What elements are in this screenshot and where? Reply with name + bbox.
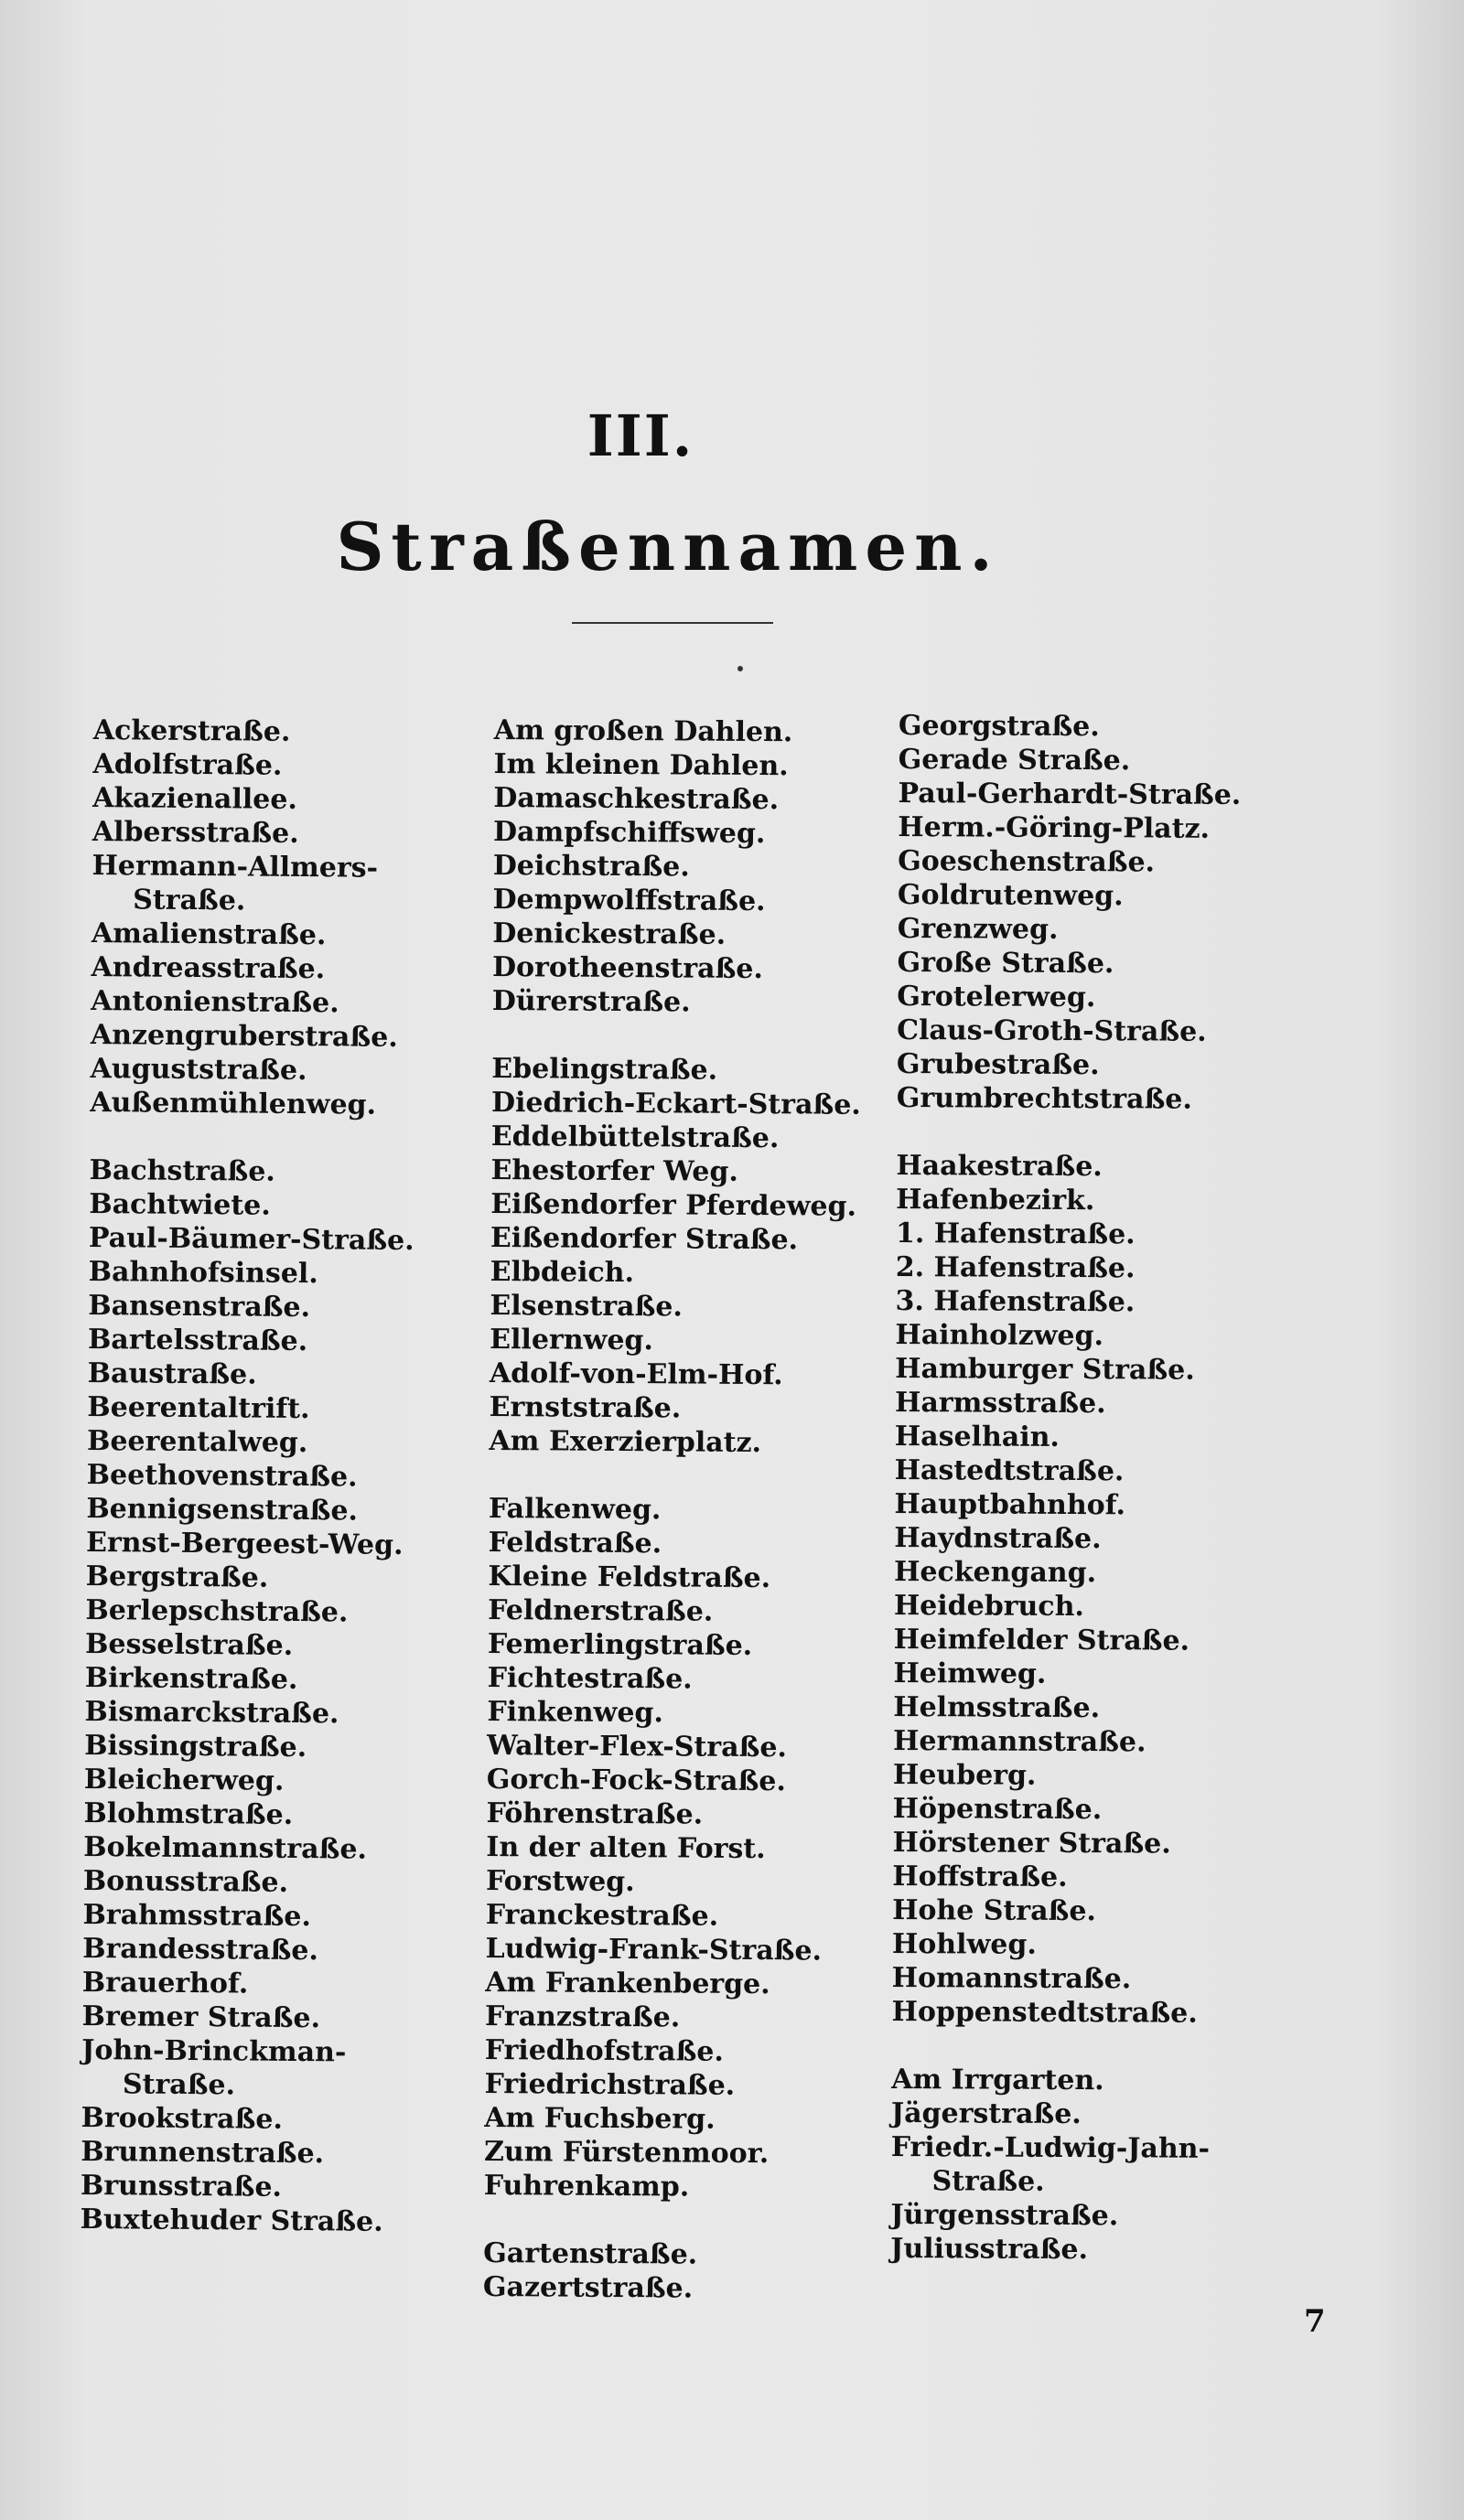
street-entry: Im kleinen Dahlen. bbox=[493, 747, 789, 783]
street-entry: Hoffstraße. bbox=[892, 1860, 1068, 1893]
street-entry: Bansenstraße. bbox=[88, 1289, 311, 1324]
street-entry: Dempwolffstraße. bbox=[492, 883, 766, 918]
street-entry: Große Straße. bbox=[897, 946, 1114, 981]
street-entry: Friedhofstraße. bbox=[484, 2033, 725, 2068]
street-entry: Gartenstraße. bbox=[483, 2236, 698, 2271]
street-entry: Grumbrechtstraße. bbox=[896, 1081, 1192, 1116]
street-entry: Akazienallee. bbox=[92, 781, 298, 816]
street-entry: Damaschkestraße. bbox=[493, 781, 780, 817]
street-entry: Hörstener Straße. bbox=[892, 1826, 1171, 1861]
street-entry: Harmsstraße. bbox=[894, 1386, 1106, 1421]
letter-group bbox=[90, 713, 419, 1122]
street-entry: Grotelerweg. bbox=[897, 980, 1096, 1014]
letter-group bbox=[890, 2063, 1234, 2268]
street-entry: Brunsstraße. bbox=[80, 2169, 283, 2204]
letter-group bbox=[80, 1153, 414, 2239]
street-entry: Anzengruberstraße. bbox=[90, 1018, 398, 1054]
street-entry: Bonusstraße. bbox=[82, 1864, 289, 1899]
street-entry: Haselhain. bbox=[894, 1420, 1060, 1453]
street-entry: Helmsstraße. bbox=[893, 1690, 1101, 1725]
street-entry: Beerentaltrift. bbox=[87, 1390, 310, 1426]
street-entry: Finkenweg. bbox=[487, 1695, 664, 1730]
street-entry: Albersstraße. bbox=[92, 815, 299, 850]
street-entry: Ludwig-Frank-Straße. bbox=[485, 1932, 823, 1968]
street-entry: Friedrichstraße. bbox=[484, 2067, 736, 2102]
title-divider bbox=[572, 622, 773, 624]
street-entry: Besselstraße. bbox=[84, 1627, 294, 1662]
street-entry: Grubestraße. bbox=[896, 1047, 1100, 1082]
street-entry: Berlepschstraße. bbox=[85, 1593, 349, 1629]
street-entry: Birkenstraße. bbox=[84, 1661, 298, 1696]
street-entry: John-Brinckman- bbox=[81, 2033, 347, 2069]
street-entry: Heidebruch. bbox=[893, 1589, 1084, 1624]
street-entry: Blohmstraße. bbox=[83, 1796, 294, 1831]
street-entry: Ellernweg. bbox=[490, 1323, 654, 1357]
street-entry: Franzstraße. bbox=[484, 2000, 681, 2034]
street-entry: Am Fuchsberg. bbox=[484, 2101, 716, 2136]
street-entry: Straße. bbox=[133, 884, 246, 917]
street-entry: Dampfschiffsweg. bbox=[492, 815, 766, 851]
street-entry: Brahmsstraße. bbox=[82, 1898, 312, 1934]
street-entry: Bleicherweg. bbox=[83, 1763, 285, 1797]
letter-group bbox=[489, 1052, 861, 1461]
street-entry: Andreasstraße. bbox=[91, 950, 326, 986]
street-entry: Bahnhofsinsel. bbox=[88, 1255, 318, 1291]
street-entry: Adolf-von-Elm-Hof. bbox=[489, 1357, 783, 1392]
street-entry: Hoppenstedtstraße. bbox=[891, 1995, 1198, 2030]
letter-group bbox=[483, 2236, 853, 2307]
street-entry: Ernststraße. bbox=[489, 1390, 682, 1425]
street-entry: Ackerstraße. bbox=[92, 713, 291, 748]
section-title: Straßennamen. bbox=[336, 508, 1000, 585]
street-entry: Hohe Straße. bbox=[892, 1893, 1097, 1928]
street-entry: Paul-Gerhardt-Straße. bbox=[898, 777, 1242, 811]
street-entry: Straße. bbox=[931, 2165, 1045, 2198]
street-entry: Ehestorfer Weg. bbox=[490, 1153, 738, 1188]
street-entry: Adolfstraße. bbox=[92, 747, 283, 782]
street-entry: Bennigsenstraße. bbox=[86, 1492, 359, 1528]
street-entry: Georgstraße. bbox=[898, 710, 1100, 744]
street-entry: Feldstraße. bbox=[488, 1526, 662, 1560]
street-entry: Bachstraße. bbox=[89, 1153, 275, 1188]
street-entry: Diedrich-Eckart-Straße. bbox=[490, 1086, 861, 1121]
street-entry: Ernst-Bergeest-Weg. bbox=[85, 1526, 404, 1561]
street-entry: Homannstraße. bbox=[891, 1961, 1132, 1996]
street-entry: Beerentalweg. bbox=[86, 1424, 308, 1460]
street-entry: Claus-Groth-Straße. bbox=[897, 1013, 1207, 1048]
street-entry: Amalienstraße. bbox=[91, 917, 327, 952]
street-column-3 bbox=[890, 709, 1242, 2268]
street-entry: Eddelbüttelstraße. bbox=[490, 1120, 780, 1155]
street-entry: Hermann-Allmers- bbox=[92, 849, 379, 885]
street-entry: Haydnstraße. bbox=[894, 1521, 1102, 1556]
street-entry: Feldnerstraße. bbox=[488, 1593, 714, 1628]
street-entry: Bartelsstraße. bbox=[87, 1323, 308, 1358]
letter-group bbox=[897, 709, 1242, 1117]
street-entry: Jägerstraße. bbox=[890, 2096, 1082, 2131]
street-entry: Brunnenstraße. bbox=[81, 2135, 325, 2171]
letter-group bbox=[484, 1492, 858, 2205]
street-entry: Hermannstraße. bbox=[892, 1724, 1146, 1759]
street-entry: Buxtehuder Straße. bbox=[80, 2203, 383, 2238]
street-column-1 bbox=[80, 713, 418, 2239]
street-entry: Hauptbahnhof. bbox=[894, 1487, 1126, 1522]
street-entry: Bismarckstraße. bbox=[84, 1695, 339, 1731]
street-entry: Eißendorfer Straße. bbox=[490, 1221, 799, 1257]
street-entry: Gorch-Fock-Straße. bbox=[486, 1763, 786, 1798]
street-entry: 1. Hafenstraße. bbox=[895, 1217, 1136, 1251]
street-entry: Falkenweg. bbox=[488, 1492, 662, 1527]
section-number: III. bbox=[587, 402, 694, 469]
street-entry: Heuberg. bbox=[892, 1758, 1037, 1792]
street-entry: Am Irrgarten. bbox=[891, 2063, 1104, 2097]
letter-group bbox=[891, 1149, 1239, 2031]
street-entry: Bachtwiete. bbox=[89, 1187, 271, 1222]
street-entry: Elbdeich. bbox=[490, 1255, 635, 1290]
street-entry: Elsenstraße. bbox=[490, 1289, 683, 1324]
street-entry: Juliusstraße. bbox=[890, 2232, 1089, 2267]
street-entry: Hohlweg. bbox=[891, 1927, 1037, 1961]
street-entry: Denickestraße. bbox=[492, 917, 727, 951]
street-entry: Am Exerzierplatz. bbox=[489, 1424, 762, 1460]
street-entry: Antonienstraße. bbox=[91, 984, 339, 1020]
street-entry: Hamburger Straße. bbox=[895, 1352, 1195, 1387]
street-entry: Fichtestraße. bbox=[487, 1661, 693, 1696]
street-column-2 bbox=[483, 713, 864, 2307]
street-entry: Hastedtstraße. bbox=[894, 1453, 1125, 1488]
street-entry: Auguststraße. bbox=[90, 1052, 307, 1088]
street-entry: Gerade Straße. bbox=[898, 743, 1131, 777]
street-entry: Dürerstraße. bbox=[491, 984, 691, 1019]
street-entry: Gazertstraße. bbox=[482, 2270, 694, 2305]
street-entry: Brauerhof. bbox=[81, 1966, 249, 2000]
street-entry: Heimweg. bbox=[893, 1657, 1047, 1690]
letter-group bbox=[492, 713, 864, 1021]
street-entry: Forstweg. bbox=[485, 1864, 635, 1899]
street-entry: Goeschenstraße. bbox=[898, 844, 1156, 879]
street-entry: Baustraße. bbox=[87, 1357, 257, 1391]
street-entry: Ebelingstraße. bbox=[491, 1052, 718, 1087]
street-entry: In der alten Forst. bbox=[486, 1830, 766, 1866]
street-entry: Grenzweg. bbox=[897, 912, 1059, 946]
street-entry: Beethovenstraße. bbox=[86, 1458, 358, 1494]
street-entry: Föhrenstraße. bbox=[486, 1796, 704, 1831]
street-entry: Dorotheenstraße. bbox=[491, 950, 763, 986]
street-entry: Zum Fürstenmoor. bbox=[483, 2135, 770, 2171]
ornament-dot bbox=[737, 666, 743, 671]
street-entry: Fuhrenkamp. bbox=[483, 2169, 690, 2204]
street-entry: 3. Hafenstraße. bbox=[895, 1284, 1136, 1319]
street-entry: Deichstraße. bbox=[492, 849, 690, 884]
street-entry: Franckestraße. bbox=[485, 1898, 719, 1933]
street-entry: Höpenstraße. bbox=[892, 1792, 1103, 1827]
street-entry: Bissingstraße. bbox=[83, 1729, 307, 1764]
street-entry: Bokelmannstraße. bbox=[83, 1830, 368, 1866]
street-entry: Haakestraße. bbox=[896, 1149, 1103, 1184]
street-entry: Außenmühlenweg. bbox=[90, 1086, 377, 1121]
street-entry: Am großen Dahlen. bbox=[493, 714, 793, 749]
street-entry: Straße. bbox=[122, 2068, 236, 2102]
street-entry: Bergstraße. bbox=[85, 1560, 269, 1594]
street-entry: Brookstraße. bbox=[81, 2101, 284, 2136]
street-entry: Friedr.-Ludwig-Jahn- bbox=[890, 2130, 1211, 2165]
street-entry: Herm.-Göring-Platz. bbox=[898, 810, 1211, 845]
street-entry: Kleine Feldstraße. bbox=[488, 1560, 771, 1595]
street-entry: Jürgensstraße. bbox=[890, 2198, 1119, 2233]
street-entry: Femerlingstraße. bbox=[487, 1627, 753, 1662]
street-entry: Am Frankenberge. bbox=[485, 1966, 770, 2001]
street-entry: Heimfelder Straße. bbox=[893, 1623, 1190, 1657]
street-entry: Eißendorfer Pferdeweg. bbox=[490, 1187, 857, 1223]
street-entry: Walter-Flex-Straße. bbox=[486, 1729, 788, 1764]
street-entry: Goldrutenweg. bbox=[897, 878, 1124, 913]
street-entry: Brandesstraße. bbox=[82, 1932, 319, 1968]
street-entry: Paul-Bäumer-Straße. bbox=[88, 1221, 414, 1258]
street-entry: Hainholzweg. bbox=[895, 1318, 1104, 1353]
street-entry: Hafenbezirk. bbox=[896, 1183, 1095, 1217]
page-number: 7 bbox=[1304, 2303, 1326, 2340]
street-entry: 2. Hafenstraße. bbox=[895, 1250, 1136, 1285]
street-entry: Bremer Straße. bbox=[81, 2000, 321, 2035]
street-entry: Heckengang. bbox=[893, 1555, 1097, 1590]
